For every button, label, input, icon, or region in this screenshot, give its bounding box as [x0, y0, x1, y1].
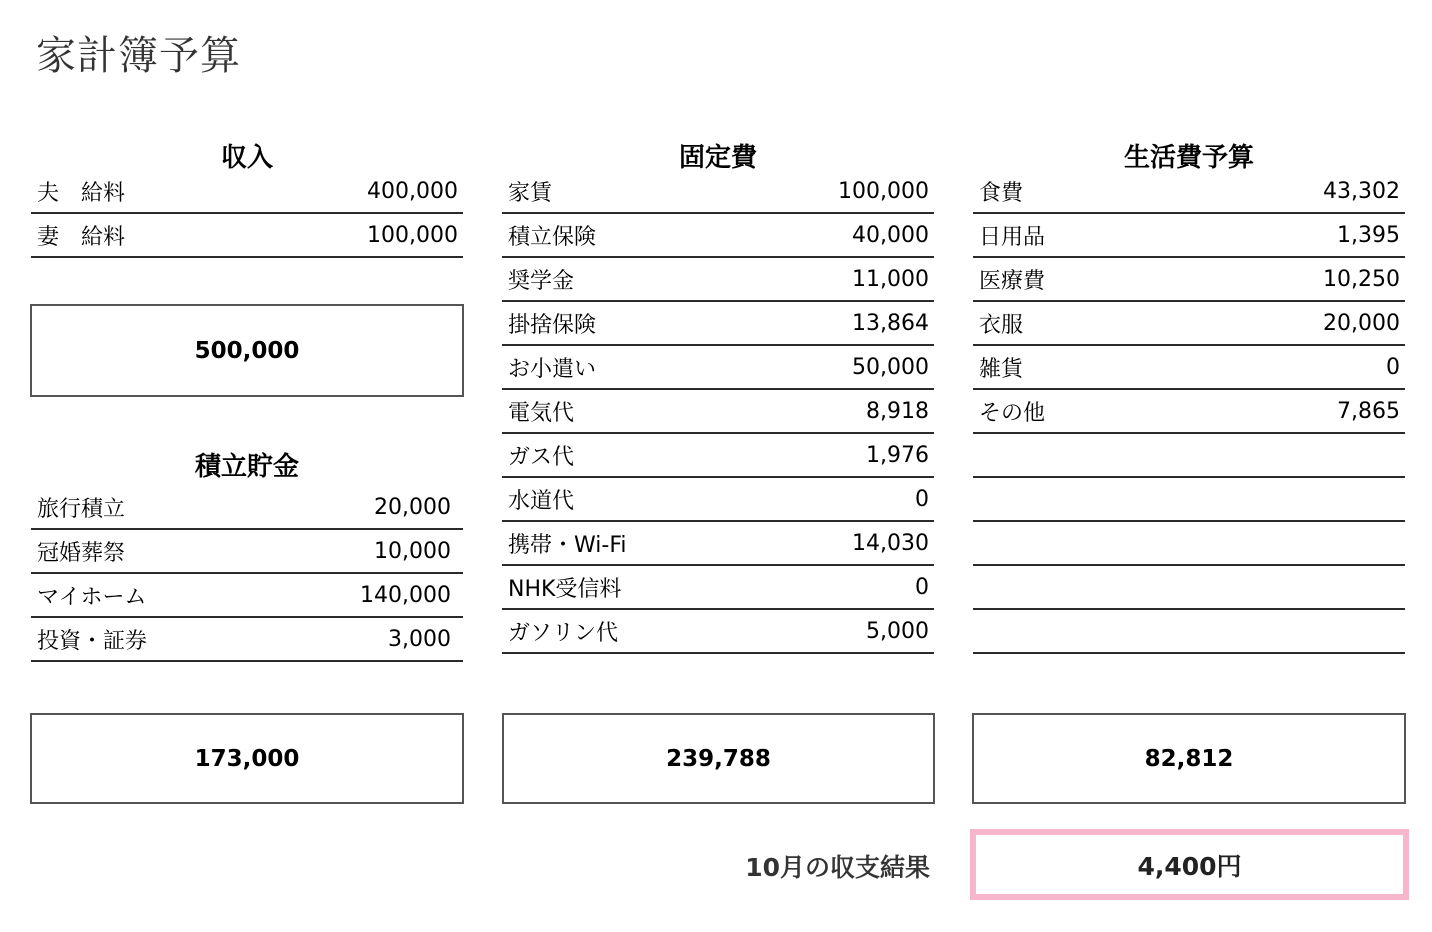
living-row-empty [973, 610, 1405, 654]
row-label: 電気代 [508, 400, 575, 426]
row-value: 3,000 [388, 626, 451, 652]
row-value: 140,000 [360, 582, 451, 608]
row-label: 水道代 [508, 488, 575, 514]
living-row-empty [973, 434, 1405, 478]
fixed-heading: 固定費 [678, 143, 757, 173]
row-value: 40,000 [852, 222, 929, 248]
fixed-row [502, 566, 934, 610]
fixed-list [502, 170, 934, 654]
living-row [973, 258, 1405, 302]
fixed-row [502, 258, 934, 302]
living-total: 82,812 [1144, 745, 1234, 772]
result-value: 4,400円 [1137, 851, 1242, 881]
row-value: 10,250 [1323, 266, 1400, 292]
row-value: 100,000 [367, 222, 458, 248]
row-value: 14,030 [852, 530, 929, 556]
row-label: お小遣い [508, 356, 597, 382]
fixed-row [502, 478, 934, 522]
fixed-total: 239,788 [666, 745, 771, 772]
row-value: 1,976 [866, 442, 929, 468]
fixed-row [502, 610, 934, 654]
savings-total-box [30, 713, 464, 804]
income-total: 500,000 [194, 337, 300, 364]
row-label: 投資・証券 [37, 628, 148, 654]
savings-row [31, 574, 463, 618]
living-heading: 生活費予算 [1123, 143, 1254, 173]
fixed-row [502, 522, 934, 566]
living-row [973, 214, 1405, 258]
living-row-empty [973, 478, 1405, 522]
row-label: 携帯・Wi-Fi [508, 532, 627, 558]
row-value: 20,000 [374, 494, 451, 520]
row-value: 1,395 [1337, 222, 1400, 248]
row-value: 0 [1386, 354, 1400, 380]
row-label: 夫 給料 [37, 180, 126, 206]
fixed-row [502, 346, 934, 390]
row-label: 冠婚葬祭 [37, 540, 126, 566]
row-label: 医療費 [979, 268, 1046, 294]
fixed-total-box [502, 713, 935, 804]
fixed-row [502, 434, 934, 478]
row-label: 家賃 [508, 180, 553, 206]
row-label: ガソリン代 [508, 620, 619, 646]
savings-row [31, 486, 463, 530]
row-label: 衣服 [979, 312, 1024, 338]
fixed-row [502, 302, 934, 346]
living-list [973, 170, 1405, 654]
row-label: 旅行積立 [37, 496, 126, 522]
living-row-empty [973, 566, 1405, 610]
income-row [31, 170, 463, 214]
row-label: ガス代 [508, 444, 575, 470]
row-value: 13,864 [852, 310, 929, 336]
row-value: 400,000 [367, 178, 458, 204]
page-title: 家計簿予算 [36, 33, 241, 79]
row-label: 奨学金 [508, 268, 575, 294]
living-row [973, 170, 1405, 214]
row-value: 50,000 [852, 354, 929, 380]
income-list [31, 170, 463, 258]
savings-list [31, 486, 463, 662]
row-label: 日用品 [979, 224, 1046, 250]
row-label: マイホーム [37, 584, 147, 610]
savings-row [31, 618, 463, 662]
row-label: 積立保険 [508, 224, 597, 250]
row-value: 43,302 [1323, 178, 1400, 204]
fixed-row [502, 390, 934, 434]
row-value: 0 [915, 574, 929, 600]
row-value: 0 [915, 486, 929, 512]
living-total-box [972, 713, 1406, 804]
living-row [973, 390, 1405, 434]
row-value: 100,000 [838, 178, 929, 204]
row-value: 7,865 [1337, 398, 1400, 424]
row-label: 食費 [979, 180, 1024, 206]
row-value: 10,000 [374, 538, 451, 564]
result-box [970, 829, 1409, 900]
row-value: 5,000 [866, 618, 929, 644]
fixed-row [502, 170, 934, 214]
row-value: 11,000 [852, 266, 929, 292]
savings-heading: 積立貯金 [194, 452, 299, 482]
fixed-row [502, 214, 934, 258]
living-row [973, 302, 1405, 346]
row-value: 20,000 [1323, 310, 1400, 336]
income-row [31, 214, 463, 258]
living-row [973, 346, 1405, 390]
row-label: 掛捨保険 [508, 312, 597, 338]
row-label: 雑貨 [979, 356, 1024, 382]
income-heading: 収入 [220, 143, 273, 173]
savings-row [31, 530, 463, 574]
savings-total: 173,000 [194, 745, 300, 772]
row-value: 8,918 [866, 398, 929, 424]
result-label: 10月の収支結果 [745, 853, 930, 882]
income-total-box [30, 304, 464, 397]
row-label: その他 [979, 400, 1046, 426]
row-label: NHK受信料 [508, 576, 622, 602]
living-row-empty [973, 522, 1405, 566]
row-label: 妻 給料 [37, 224, 126, 250]
